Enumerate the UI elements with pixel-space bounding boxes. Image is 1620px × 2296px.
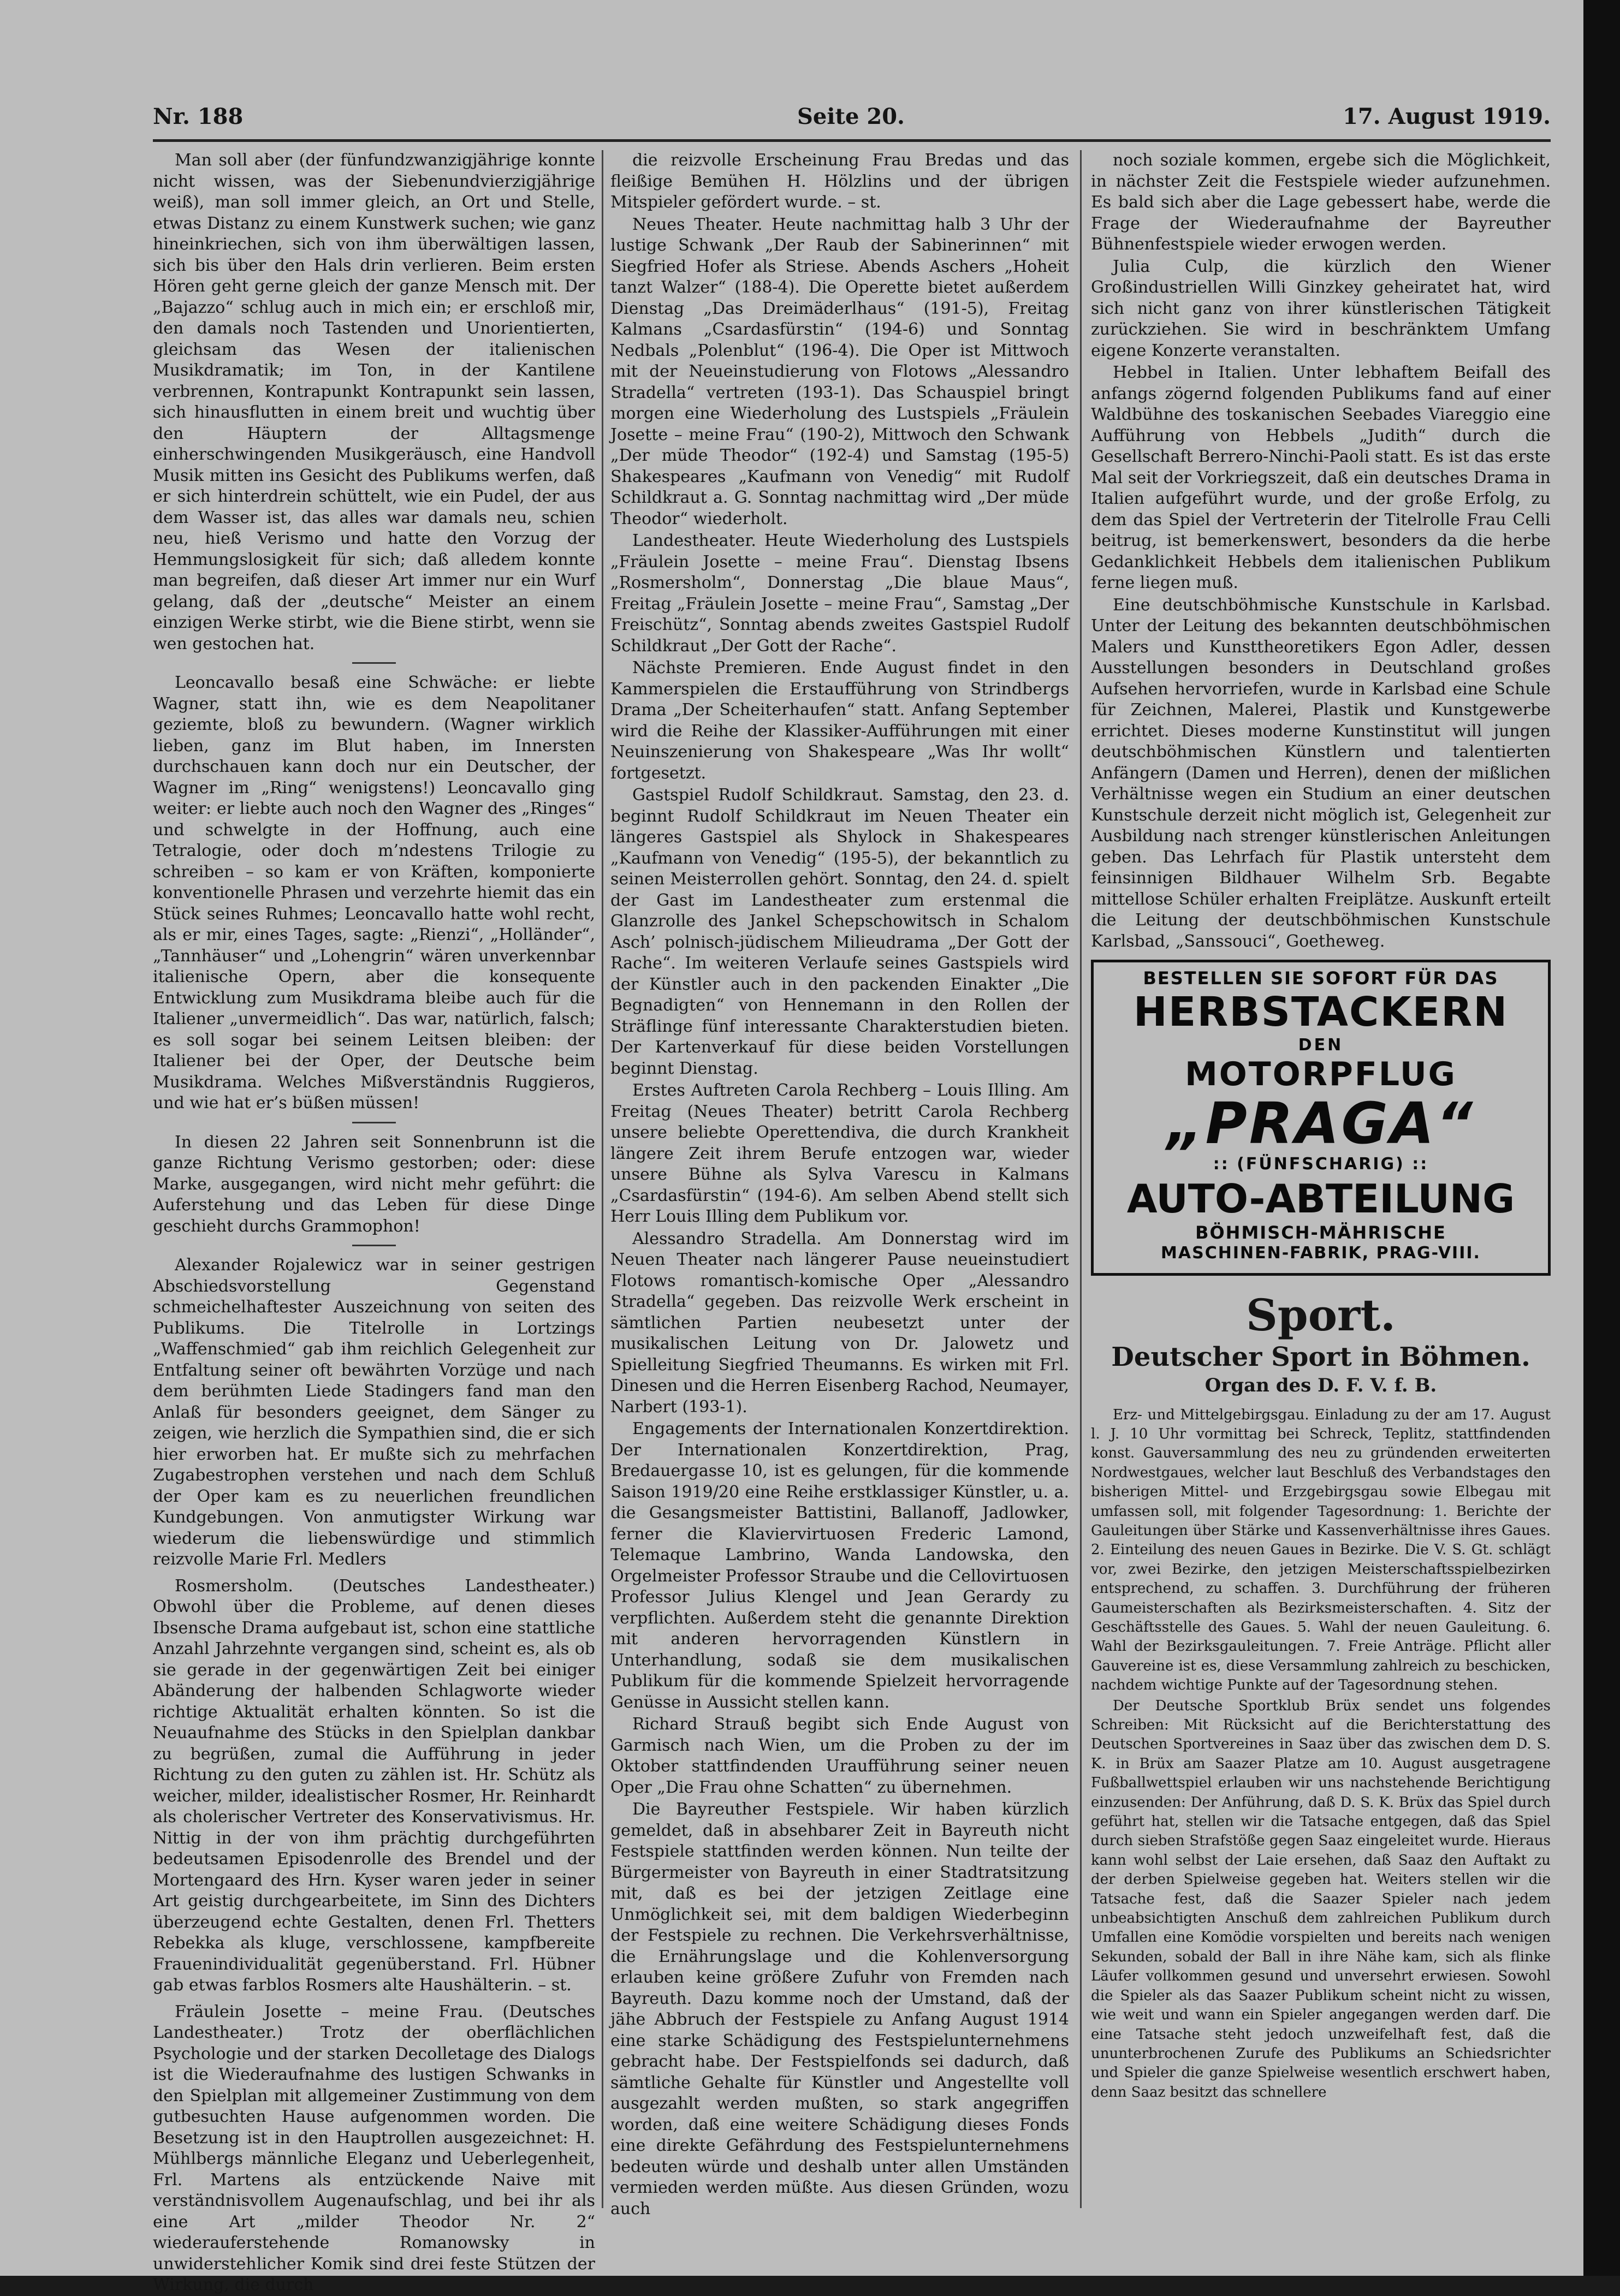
issue-number: Nr. 188 (153, 104, 244, 129)
article-paragraph: Engagements der Internationalen Konzertdirektion. Der Internationalen Konzertdirektion, Prag, Bredauergasse 10, ist es gelungen, für die kommende Saison 1919/20 eine Reihe erstklassiger Künstler, u. a. die Gesangsmeister Battistini, Ballanoff, Jadlowker, ferner die Klaviervirtuosen Frederic Lamond, Telemaque Lambrino, Wanda Landowska, den Orgelmeister Professor Straube und die Cellovirtuosen Professor Julius Klengel und Jean Gerardy zu verpflichten. Außerdem steht die genannte Direktion mit anderen hervorragenden Künstlern in Unterhandlung, sodaß sie dem musikalischen Publikum für die kommende Spielzeit hervorragende Genüsse in Aussicht stellen kann. (610, 1419, 1069, 1712)
section-title-sport: Sport. (1245, 1289, 1396, 1341)
article-paragraph: Gastspiel Rudolf Schildkraut. Samstag, den 23. d. beginnt Rudolf Schildkraut im Neuen Theater ein längeres Gastspiel als Shylock in Shakespeares „Kaufmann von Venedig“ (195-5), der bekanntlich zu seinen Meisterrollen gehört. Sonntag, den 24. d. spielt der Gast im Landestheater zum erstenmal die Glanzrolle des Jankel Schepschowitsch in Schalom Asch’ polnisch-jüdischem Milieudrama „Der Gott der Rache“. Im weiteren Verlaufe seines Gastspiels wird der Künstler auch in den packenden Einakter „Die Begnadigten“ von Hennemann in den Rollen der Sträflinge fünf interessante Charakterstudien bieten. Der Kartenverkauf für diese beiden Vorstellungen beginnt Dienstag. (610, 786, 1069, 1078)
article-paragraph: Nächste Premieren. Ende August findet in den Kammerspielen die Erstaufführung von Strindbergs Drama „Der Scheiterhaufen“ statt. Anfang September wird die Reihe der Klassiker-Aufführungen mit einer Neuinszenierung von Shakespeare „Was Ihr wollt“ fortgesetzt. (610, 658, 1069, 783)
column-rule (1080, 150, 1082, 2208)
article-paragraph: In diesen 22 Jahren seit Sonnenbrunn ist die ganze Richtung Verismo gestorben; oder: diese Marke, ausgegangen, wird nicht mehr geführt: die Auferstehung und das Leben für diese Dinge geschieht durchs Grammophon! (153, 1132, 595, 1236)
article-paragraph: Richard Strauß begibt sich Ende August von Garmisch nach Wien, um die Proben zu der im Oktober stattfindenden Uraufführung seiner neuen Oper „Die Frau ohne Schatten“ zu übernehmen. (610, 1715, 1069, 1797)
article-paragraph: Landestheater. Heute Wiederholung des Lustspiels „Fräulein Josette – meine Frau“. Dienstag Ibsens „Rosmersholm“, Donnerstag „Die blaue Maus“, Freitag „Fräulein Josette – meine Frau“, Samstag „Der Freischütz“, Sonntag abends zweites Gastspiel Rudolf Schildkraut „Der Gott der Rache“. (610, 531, 1069, 656)
header-rule (153, 139, 1551, 142)
advertisement-praga (1091, 960, 1551, 1276)
article-paragraph: Leoncavallo besaß eine Schwäche: er liebte Wagner, statt ihn, wie es dem Neapolitaner geziemte, bloß zu bewundern. (Wagner wirklich lieben, ganz im Blut haben, im Innersten durchschauen kann doch nur ein Deutscher, der Wagner im „Ring“ wenigstens!) Leoncavallo ging weiter: er liebte auch noch den Wagner des „Ringes“ und schwelgte in der Hoffnung, auch eine Tetralogie, oder doch m’ndestens Trilogie zu schreiben – so kam er von Kräften, komponierte konventionelle Phrasen und verzehrte hiemit das ein Stück seines Ruhmes; Leoncavallo hatte wohl recht, als er mir, eines Tages, sagte: „Rienzi“, „Holländer“, „Tannhäuser“ und „Lohengrin“ wären unverkennbar italienische Opern, aber die konsequente Entwicklung zum Musikdrama bleibe auch für die Italiener „unvermeidlich“. Das war, natürlich, falsch; es soll sogar bei seinem Leitsen bleiben: der Italiener bei der Oper, der Deutsche beim Musikdrama. Welches Mißverständnis Ruggieros, und wie hat er’s büßen müssen! (153, 673, 595, 1113)
ad-headline: AUTO-ABTEILUNG (1126, 1175, 1515, 1222)
separator (352, 1245, 396, 1246)
column-3 (1091, 150, 1551, 2214)
article-paragraph: Erz- und Mittelgebirgsgau. Einladung zu der am 17. August l. J. 10 Uhr vormittag bei Schreck, Teplitz, stattfindenden konst. Gauversammlung des neu zu gründenden erweiterten Nordwestgaues, welcher laut Beschluß des Verbandstages den bisherigen Mittel- und Erzgebirgsgau sowie Elbegau mit umfassen soll, mit folgender Tagesordnung: 1. Berichte der Gauleitungen über Stärke und Kassenverhältnisse ihres Gaues. 2. Einteilung des neuen Gaues in Bezirke. Die V. S. Gt. schlägt vor, zwei Bezirke, den jetzigen Meisterschaftsspielbezirken entsprechend, zu schaffen. 3. Durchführung der früheren Gaumeisterschaften als Bezirksmeisterschaften. 4. Sitz der Geschäftsstelle des Gaues. 5. Wahl der neuen Gauleitung. 6. Wahl der Bezirksgauleitungen. 7. Freie Anträge. Pflicht aller Gauvereine ist es, diese Versammlung zahlreich zu beschicken, nachdem wichtige Punkte auf der Tagesordnung stehen. (1091, 1406, 1551, 1694)
ad-line: :: (FÜNFSCHARIG) :: (1213, 1155, 1429, 1174)
article-paragraph: Fräulein Josette – meine Frau. (Deutsches Landestheater.) Trotz der oberflächlichen Psychologie und der starken Decolletage des Dialogs ist die Wiederaufnahme des lustigen Schwanks in den Spielplan mit allgemeiner Zustimmung von dem gutbesuchten Hause aufgenommen worden. Die Besetzung ist in den Hauptrollen ausgezeichnet: H. Mühlbergs männliche Eleganz und Ueberlegenheit, Frl. Martens als entzückende Naive mit verständnisvollem Augenaufschlag, und bei ihr als eine Art „milder Theodor Nr. 2“ wiederauferstehende Romanowsky in unwiderstehlicher Komik sind drei feste Stützen der Wirkung, die durch (153, 2002, 595, 2294)
article-paragraph: Der Deutsche Sportklub Brüx sendet uns folgendes Schreiben: Mit Rücksicht auf die Berichterstattung des Deutschen Sportvereines in Saaz über das zwischen dem D. S. K. in Brüx am Saazer Platze am 10. August ausgetragene Fußballwettspiel erlauben wir uns nachstehende Berichtigung einzusenden: Der Anführung, daß D. S. K. Brüx das Spiel durch geführt hat, stellen wir die Tatsache entgegen, daß das Spiel durch sieben Strafstöße gegen Saaz eingeleitet wurde. Hieraus kann wohl selbst der Laie ersehen, daß Saaz den Auftakt zu der derben Spielweise gegeben hat. Weiters stellen wir die Tatsache fest, daß die Saazer Spieler nach jedem unbeabsichtigten Anschuß dem zahlreichen Publikum durch Umfallen eine Komödie vorspielten und bereits nach wenigen Sekunden, sobald der Ball in ihre Nähe kam, sich als flinke Läufer vollkommen gesund und unversehrt erwiesen. Sowohl die Spieler als das Saazer Publikum scheint nicht zu wissen, wie weit und wann ein Spieler angegangen werden darf. Die eine Tatsache steht jedoch unzweifelhaft fest, daß die ununterbrochenen Zurufe des Publikums an Schiedsrichter und Spieler die ganze Spielweise wesentlich erschwert haben, denn Saaz besitzt das schnellere (1091, 1697, 1551, 2101)
section-subtitle: Deutscher Sport in Böhmen. (1111, 1341, 1530, 1372)
separator (352, 662, 396, 664)
article-paragraph: Neues Theater. Heute nachmittag halb 3 Uhr der lustige Schwank „Der Raub der Sabinerinnen“ mit Siegfried Hofer als Striese. Abends Aschers „Hoheit tanzt Walzer“ (188-4). Die Operette bietet außerdem Dienstag „Das Dreimäderlhaus“ (191-5), Freitag Kalmans „Csardasfürstin“ (194-6) und Sonntag Nedbals „Polenblut“ (196-4). Die Oper ist Mittwoch mit der Neueinstudierung von Flotows „Alessandro Stradella“ vertreten (193-1). Das Schauspiel bringt morgen eine Wiederholung des Lustspiels „Fräulein Josette – meine Frau“ (190-2), Mittwoch den Schwank „Der müde Theodor“ (192-4) und Samstag (195-5) Shakespeares „Kaufmann von Venedig“ mit Rudolf Schildkraut a. G. Sonntag nachmittag wird „Der müde Theodor“ wiederholt. (610, 215, 1069, 528)
ad-line: DEN (1298, 1035, 1344, 1055)
article-paragraph: noch soziale kommen, ergebe sich die Möglichkeit, in nächster Zeit die Festspiele wieder aufzunehmen. Es bald sich aber die Lage gebessert habe, werde die Frage der Wiederaufnahme der Bayreuther Bühnenfestspiele wieder erwogen werden. (1091, 151, 1551, 254)
ad-headline: HERBSTACKERN (1133, 988, 1509, 1036)
section-subtitle-organ: Organ des D. F. V. f. B. (1204, 1374, 1437, 1396)
column-rule (602, 150, 603, 2208)
ad-line: BESTELLEN SIE SOFORT FÜR DAS (1143, 968, 1499, 989)
ad-brand: „PRAGA“ (1166, 1090, 1475, 1157)
page-header (153, 104, 1551, 136)
page-number: Seite 20. (797, 104, 905, 129)
article-paragraph: Alexander Rojalewicz war in seiner gestrigen Abschiedsvorstellung Gegenstand schmeichelhaftester Auszeichnung von seiten des Publikums. Die Titelrolle in Lortzings „Waffenschmied“ gab ihm reichlich Gelegenheit zur Entfaltung seiner oft bewährten Vorzüge und nach dem berühmten Liede Stadingers fand man den Anlaß für besonders geeignet, dem Sänger zu zeigen, wie herzlich die Sympathien sind, die er sich hier erworben hat. Er mußte sich zu mehrfachen Zugabestrophen verstehen und nach dem Schluß der Oper kam es zu neuerlichen freundlichen Kundgebungen. Von anmutigster Wirkung war wiederum die liebenswürdige und stimmlich reizvolle Marie Frl. Medlers (153, 1256, 595, 1569)
article-paragraph: Erstes Auftreten Carola Rechberg – Louis Illing. Am Freitag (Neues Theater) betritt Carola Rechberg unsere beliebte Operettendiva, die durch Krankheit längere Zeit ihrem Berufe entzogen war, wieder unsere Bühne als Sylva Varescu in Kalmans „Csardasfürstin“ (194-6). Am selben Abend stellt sich Herr Louis Illing dem Publikum vor. (610, 1081, 1069, 1226)
ad-line: MOTORPFLUG (1185, 1055, 1457, 1093)
column-1 (153, 150, 595, 2294)
separator (352, 1122, 396, 1123)
article-paragraph: Rosmersholm. (Deutsches Landestheater.) Obwohl über die Probleme, auf denen dieses Ibsensche Drama aufgebaut ist, schon eine stattliche Anzahl Jahrzehnte vergangen sind, scheint es, als ob sie gerade in der gegenwärtigen Zeit bei einiger Abänderung der halbenden Schlagworte wieder richtige Aktualität erhalten könnten. So ist die Neuaufnahme des Stücks in den Spielplan dankbar zu begrüßen, zumal die Aufführung in jeder Richtung zu den guten zu zählen ist. Hr. Schütz als weicher, milder, idealistischer Rosmer, Hr. Reinhardt als cholerischer Vertreter des Konservativismus. Hr. Nittig in der von ihm prächtig durchgeführten bedeutsamen Episodenrolle des Brendel und der Mortengaard des Hrn. Kyser waren jeder in seiner Art geistig durchgearbeitete, im Sinn des Dichters überzeugend echte Gestalten, denen Frl. Thetters Rebekka als kluge, verschlossene, kampfbereite Frauenindividualität gegenüberstand. Frl. Hübner gab etwas farblos Rosmers alte Haushälterin. – st. (153, 1576, 595, 1995)
article-paragraph: Eine deutschböhmische Kunstschule in Karlsbad. Unter der Leitung des bekannten deutschböhmischen Malers und Kunsttheoretikers Egon Adler, dessen Ausstellungen besonders in Deutschland großes Aufsehen hervorriefen, wurde in Karlsbad eine Schule für Zeichnen, Malerei, Plastik und Kunstgewerbe errichtet. Dieses moderne Kunstinstitut will jungen deutschböhmischen Künstlern und talentierten Anfängern (Damen und Herren), denen der mißlichen Verhältnisse wegen ein Studium an einer deutschen Kunstschule derzeit nicht möglich ist, Gelegenheit zur Ausbildung nach strenger künstlerischen Anleitungen geben. Das Lehrfach für Plastik untersteht dem feinsinnigen Bildhauer Wilhelm Srb. Begabte mittellose Schüler erhalten Freiplätze. Auskunft erteilt die Leitung der deutschböhmischen Kunstschule Karlsbad, „Sanssouci“, Goetheweg. (1091, 595, 1551, 951)
issue-date: 17. August 1919. (1343, 104, 1551, 129)
article-paragraph: Die Bayreuther Festspiele. Wir haben kürzlich gemeldet, daß in absehbarer Zeit in Bayreuth nicht Festspiele stattfinden werden können. Nun teilte der Bürgermeister von Bayreuth in einer Stadtratsitzung mit, daß es bei der jetzigen Zeitlage eine Unmöglichkeit sei, mit dem baldigen Wiederbeginn der Festspiele zu rechnen. Die Verkehrsverhältnisse, die Ernährungslage und die Kohlenversorgung erlauben keine größere Zufuhr von Fremden nach Bayreuth. Dazu komme noch der Umstand, daß der jähe Abbruch der Festspiele zu Anfang August 1914 eine starke Schädigung des Festspielunternehmens gebracht habe. Der Festspielfonds sei dadurch, daß sämtliche Gehalte für Künstler und Angestellte voll ausgezahlt werden mußten, so stark angegriffen worden, daß eine weitere Schädigung dieses Fonds eine direkte Gefährdung des Festspielunternehmens bedeuten würde und deshalb unter allen Umständen vermieden werden müßte. Aus diesen Gründen, wozu auch (610, 1800, 1069, 2218)
article-paragraph: Julia Culp, die kürzlich den Wiener Großindustriellen Willi Ginzkey geheiratet hat, wird sich nicht ganz von ihrer künstlerischen Tätigkeit zurückziehen. Sie wird in beschränktem Umfang eigene Konzerte veranstalten. (1091, 257, 1551, 360)
column-2 (610, 150, 1069, 2218)
article-paragraph: Hebbel in Italien. Unter lebhaftem Beifall des anfangs zögernd folgenden Publikums fand auf einer Waldbühne des toskanischen Seebades Viareggio eine Aufführung von Hebbels „Judith“ durch die Gesellschaft Berrero-Ninchi-Paoli statt. Es ist das erste Mal seit der Vorkriegszeit, daß ein deutsches Drama in Italien aufgeführt wurde, und der große Erfolg, zu dem das Spiel der Vertreterin der Titelrolle Frau Celli beitrug, ist bemerkenswert, besonders da die herbe Gedanklichkeit Hebbels dem italienischen Publikum ferne liegen muß. (1091, 363, 1551, 592)
article-paragraph: die reizvolle Erscheinung Frau Bredas und das fleißige Bemühen H. Hölzlins und der übrigen Mitspieler gefördert wurde. – st. (610, 151, 1069, 212)
article-paragraph: Alessandro Stradella. Am Donnerstag wird im Neuen Theater nach längerer Pause neueinstudiert Flotows romantisch-komische Oper „Alessandro Stradella“ gegeben. Das reizvolle Werk erscheint in sämtlichen Partien neubesetzt unter der musikalischen Leitung von Dr. Jalowetz und Spielleitung Siegfried Theumanns. Es wirken mit Frl. Dinesen und die Herren Eisenberg Rachod, Neumayer, Narbert (193-1). (610, 1229, 1069, 1417)
scan-edge (1583, 0, 1620, 2276)
ad-line: BÖHMISCH-MÄHRISCHE (1195, 1222, 1446, 1243)
article-paragraph: Man soll aber (der fünfundzwanzigjährige konnte nicht wissen, was der Siebenundvierzigjährige weiß), man soll immer gleich, an Ort und Stelle, etwas Distanz zu einem Kunstwerk suchen; wie ganz hineinkriechen, sich von ihm überwältigen lassen, sich bis über den Hals drin verlieren. Beim ersten Hören geht gerne gleich der ganze Mensch mit. Der „Bajazzo“ schlug auch in mich ein; er erschloß mir, den damals noch Tastenden und Unorientierten, gleichsam das Wesen der italienischen Musikdramatik; im Ton, in der Kantilene verbrennen, Kontrapunkt Kontrapunkt sein lassen, sich hinausflutten in einem breit und wuchtig über den Häuptern der Alltagsmenge einherschwingenden Musikgeräusch, eine Handvoll Musik mitten ins Gesicht des Publikums werfen, daß er sich hinterdrein schüttelt, wie ein Pudel, der aus dem Wasser ist, das alles war damals neu, schien neu, hieß Verismo und hatte den Vorzug der Hemmungslosigkeit für sich; daß alledem konnte man begreifen, daß dieser Art immer nur ein Wurf gelang, daß der „deutsche“ Meister an einem einzigen Werke stirbt, wie die Biene stirbt, wenn sie wen gestochen hat. (153, 151, 595, 653)
ad-line: MASCHINEN-FABRIK, PRAG-VIII. (1161, 1244, 1481, 1263)
